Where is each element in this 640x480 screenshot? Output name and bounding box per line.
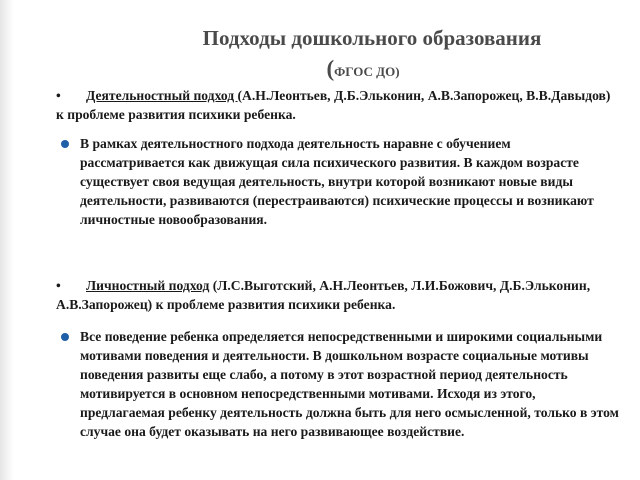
bullet-1: •: [56, 88, 61, 103]
section-2-heading: [56, 276, 616, 314]
section-2-title: Личностный подход: [86, 278, 210, 293]
section-1-authors: (А.Н.Леонтьев, Д.Б.Эльконин, А.В.Запорожец, В.В.Давыдов) к проблеме развития психики ребенка.: [56, 88, 611, 122]
page-title: Подходы дошкольного образования: [202, 26, 542, 50]
bullet-dot-icon: [61, 140, 69, 148]
bullet-dot-icon: [61, 333, 69, 341]
bullet-2: •: [56, 278, 61, 293]
section-2-body: Все поведение ребенка определяется непосредственными и широкими социальными мотивами поведения и деятельности. В дошкольном возрасте социальные мотивы поведения развиты еще слабо, а потому в этот возрастной период деятельность мотивируется в основном непосредственными мотивами. Исходя из этого, предлагаемая ребенку деятельность должна быть для него осмысленной, только в этом случае она будет оказывать на него развивающее воздействие.: [80, 329, 619, 439]
subtitle-paren: (: [326, 56, 335, 81]
section-2-authors: (Л.С.Выготский, А.Н.Леонтьев, Л.И.Божович, Д.Б.Эльконин, А.В.Запорожец) к проблеме развития психики ребенка.: [56, 278, 591, 312]
section-1-title: Деятельностный подход: [86, 88, 238, 103]
page-subtitle: [43, 56, 640, 82]
section-1-heading: [56, 86, 616, 124]
left-edge-shadow: [0, 0, 14, 480]
subtitle-text: ФГОС ДО): [334, 64, 400, 79]
section-1-body: В рамках деятельностного подхода деятельность наравне с обучением рассматривается как движущая сила психического развития. В каждом возрасте существует своя ведущая деятельность, внутри которой возникают новые виды деятельности, развиваются (перестраиваются) психические процессы и возникают личностные новообразования.: [80, 136, 594, 227]
